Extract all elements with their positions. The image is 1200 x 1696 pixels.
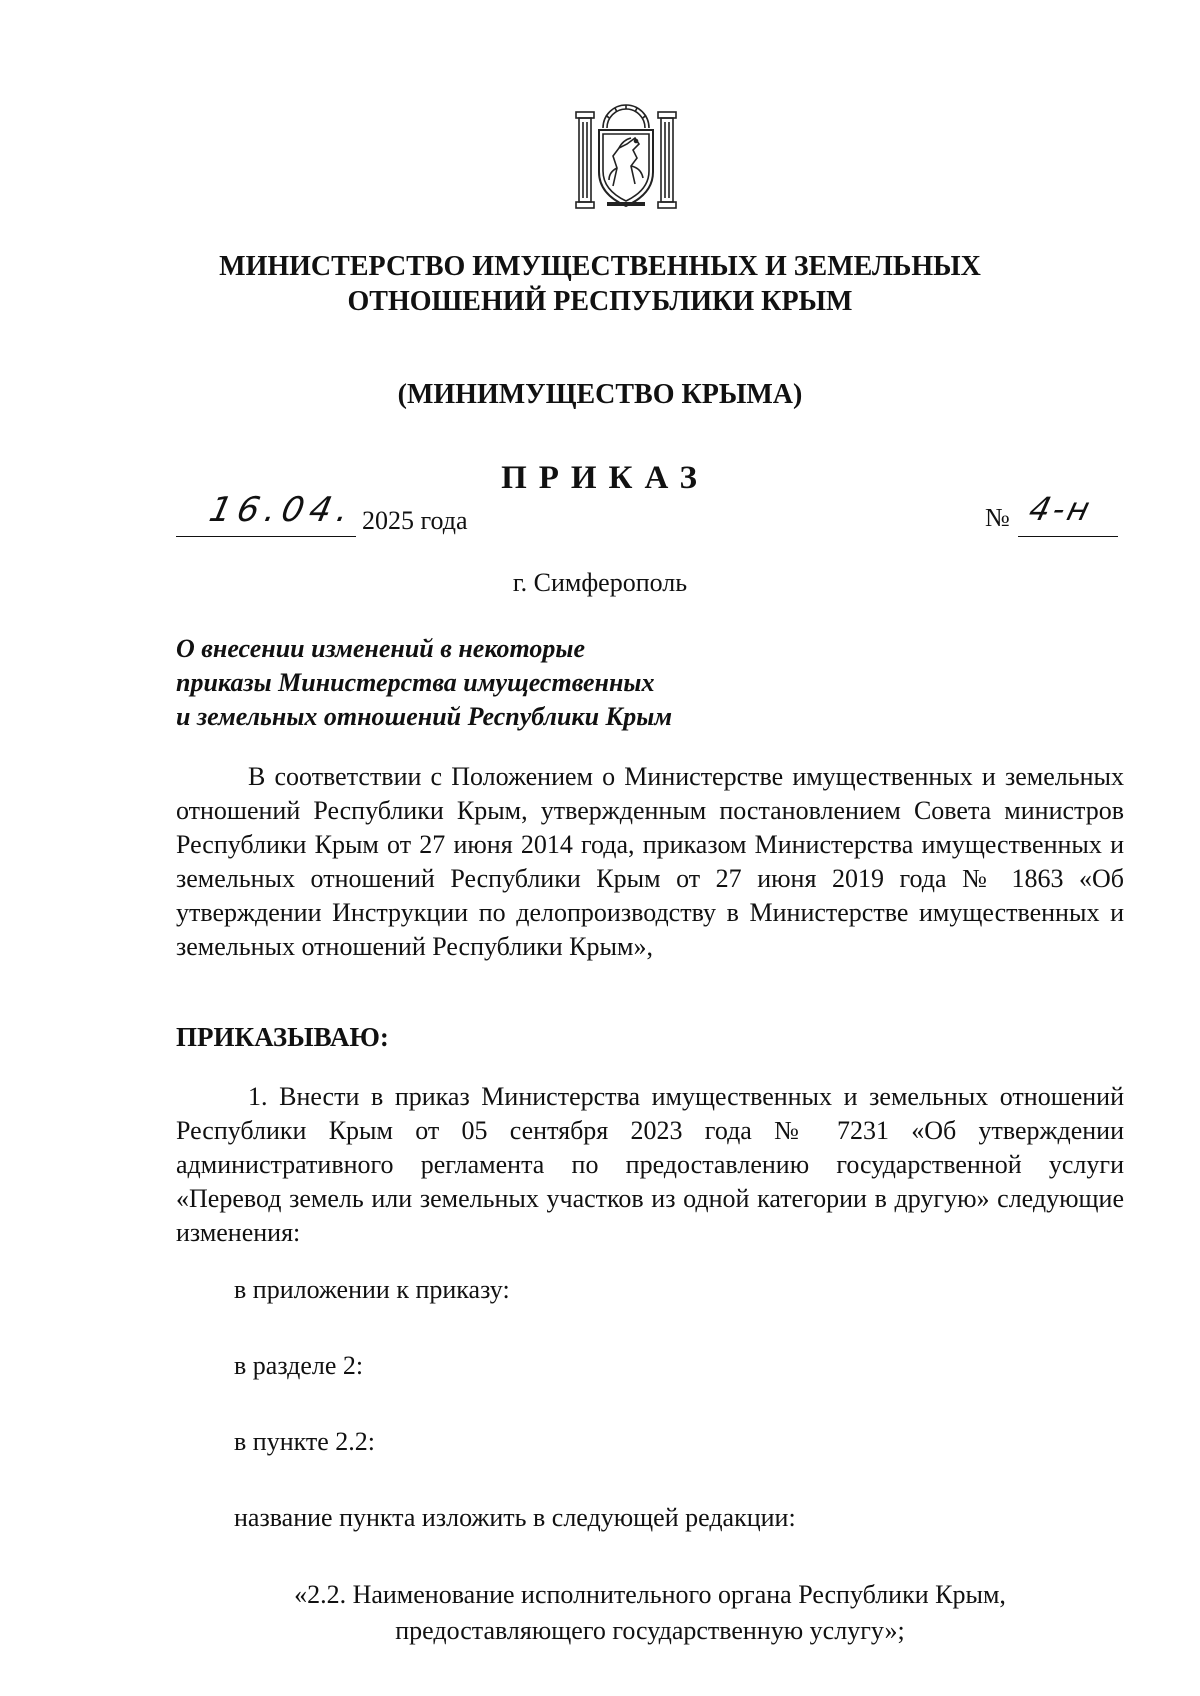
subject-line: приказы Министерства имущественных bbox=[176, 668, 655, 697]
document-title: ПРИКАЗ bbox=[501, 460, 709, 496]
preamble-paragraph: В соответствии с Положением о Министерстве имущественных и земельных отношений Республики Крым, утвержденным постановлением Совета министров Республики Крым от 27 июня 2014 года, приказом Министерства имущественных и земельных отношений Республики Крым от 27 июня 2019 года № 1863 «Об утверждении Инструкции по делопроизводству в Министерстве имущественных и земельных отношений Республики Крым», bbox=[176, 762, 1124, 961]
order-word: ПРИКАЗЫВАЮ: bbox=[176, 1022, 389, 1052]
quoted-title-line2: предоставляющего государственную услугу»; bbox=[395, 1616, 905, 1645]
crimea-coat-of-arms-icon bbox=[573, 98, 679, 216]
subject-line: и земельных отношений Республики Крым bbox=[176, 702, 673, 731]
city: г. Симферополь bbox=[512, 568, 688, 597]
order-subject bbox=[176, 632, 876, 734]
subject-line: О внесении изменений в некоторые bbox=[176, 634, 585, 663]
amendment-line: в разделе 2: bbox=[234, 1351, 364, 1380]
number-sign: № bbox=[985, 503, 1010, 532]
amendment-line: название пункта изложить в следующей редакции: bbox=[234, 1503, 796, 1532]
org-short-name: (МИНИМУЩЕСТВО КРЫМА) bbox=[397, 379, 803, 410]
org-name-line1: МИНИСТЕРСТВО ИМУЩЕСТВЕННЫХ И ЗЕМЕЛЬНЫХ bbox=[219, 251, 981, 282]
org-name-line2: ОТНОШЕНИЙ РЕСПУБЛИКИ КРЫМ bbox=[347, 286, 853, 317]
amendment-line: в пункте 2.2: bbox=[234, 1427, 376, 1456]
amendment-line: в приложении к приказу: bbox=[234, 1275, 510, 1304]
quoted-title-line1: «2.2. Наименование исполнительного органа Республики Крым, bbox=[294, 1580, 1006, 1609]
item-1-paragraph: 1. Внести в приказ Министерства имущественных и земельных отношений Республики Крым от 05 сентября 2023 года № 7231 «Об утверждении административного регламента по предоставлению государственной услуги «Перевод земель или земельных участков из одной категории в другую» следующие изменения: bbox=[176, 1082, 1124, 1247]
date-handwritten: 16.04. bbox=[205, 490, 359, 530]
date-year: 2025 года bbox=[362, 506, 468, 535]
number-handwritten: 4-н bbox=[1025, 490, 1097, 528]
